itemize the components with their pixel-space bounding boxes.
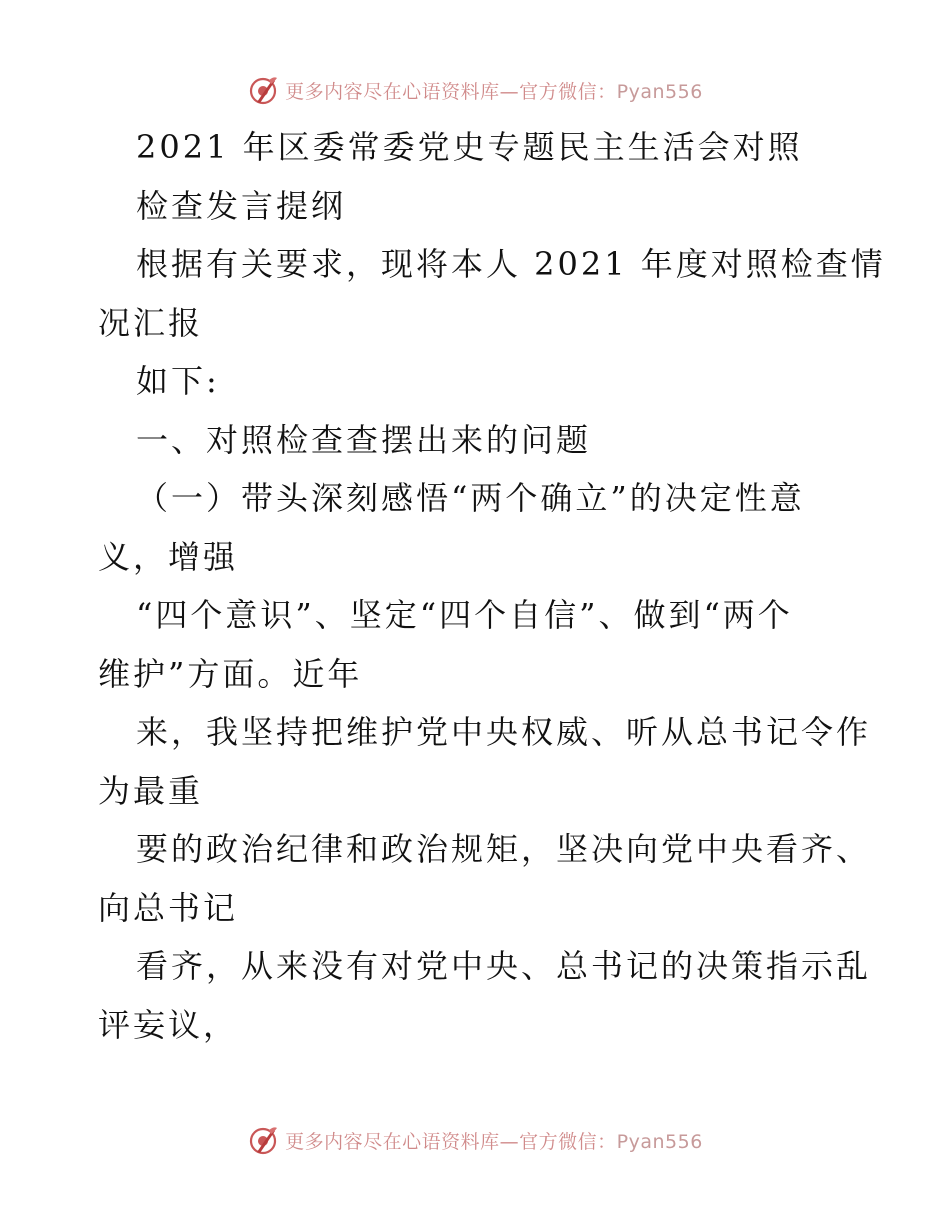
document-line: 看齐，从来没有对党中央、总书记的决策指示乱 [136, 947, 872, 985]
header-watermark [0, 70, 950, 110]
document-line: 如下: [136, 362, 220, 400]
document-line: “四个意识”、坚定“四个自信”、做到“两个 [136, 596, 793, 634]
document-line: 检查发言提纲 [136, 186, 347, 225]
document-line: 况汇报 [98, 303, 204, 342]
document-line: 一、对照检查查摆出来的问题 [136, 420, 592, 459]
watermark-text [285, 77, 703, 104]
document-line: 要的政治纪律和政治规矩，坚决向党中央看齐、 [136, 830, 872, 868]
document-line: 评妄议， [98, 1005, 239, 1044]
footer-watermark [0, 1120, 950, 1160]
document-line: 根据有关要求，现将本人 2021 年度对照检查情 [136, 245, 886, 283]
document-line: 来，我坚持把维护党中央权威、听从总书记令作 [136, 713, 872, 751]
document-line: 维护”方面。近年 [98, 654, 363, 693]
watermark-label: 更多内容尽在心语资料库—官方微信： [285, 1130, 617, 1153]
document-line: （一）带头深刻感悟“两个确立”的决定性意 [136, 479, 805, 517]
watermark-label: 更多内容尽在心语资料库—官方微信： [285, 80, 617, 103]
quill-seal-icon [247, 74, 279, 106]
document-line: 为最重 [98, 771, 204, 810]
header-watermark-inner [247, 74, 703, 106]
footer-watermark-inner [247, 1124, 703, 1156]
watermark-wechat-id: Pyan556 [616, 1130, 703, 1153]
document-line: 2021 年区委常委党史专题民主生活会对照 [136, 128, 803, 166]
quill-seal-icon [247, 1124, 279, 1156]
document-body [98, 118, 886, 1054]
document-line: 向总书记 [98, 888, 239, 927]
document-line: 义，增强 [98, 537, 239, 576]
watermark-wechat-id: Pyan556 [616, 80, 703, 103]
watermark-text [285, 1127, 703, 1154]
